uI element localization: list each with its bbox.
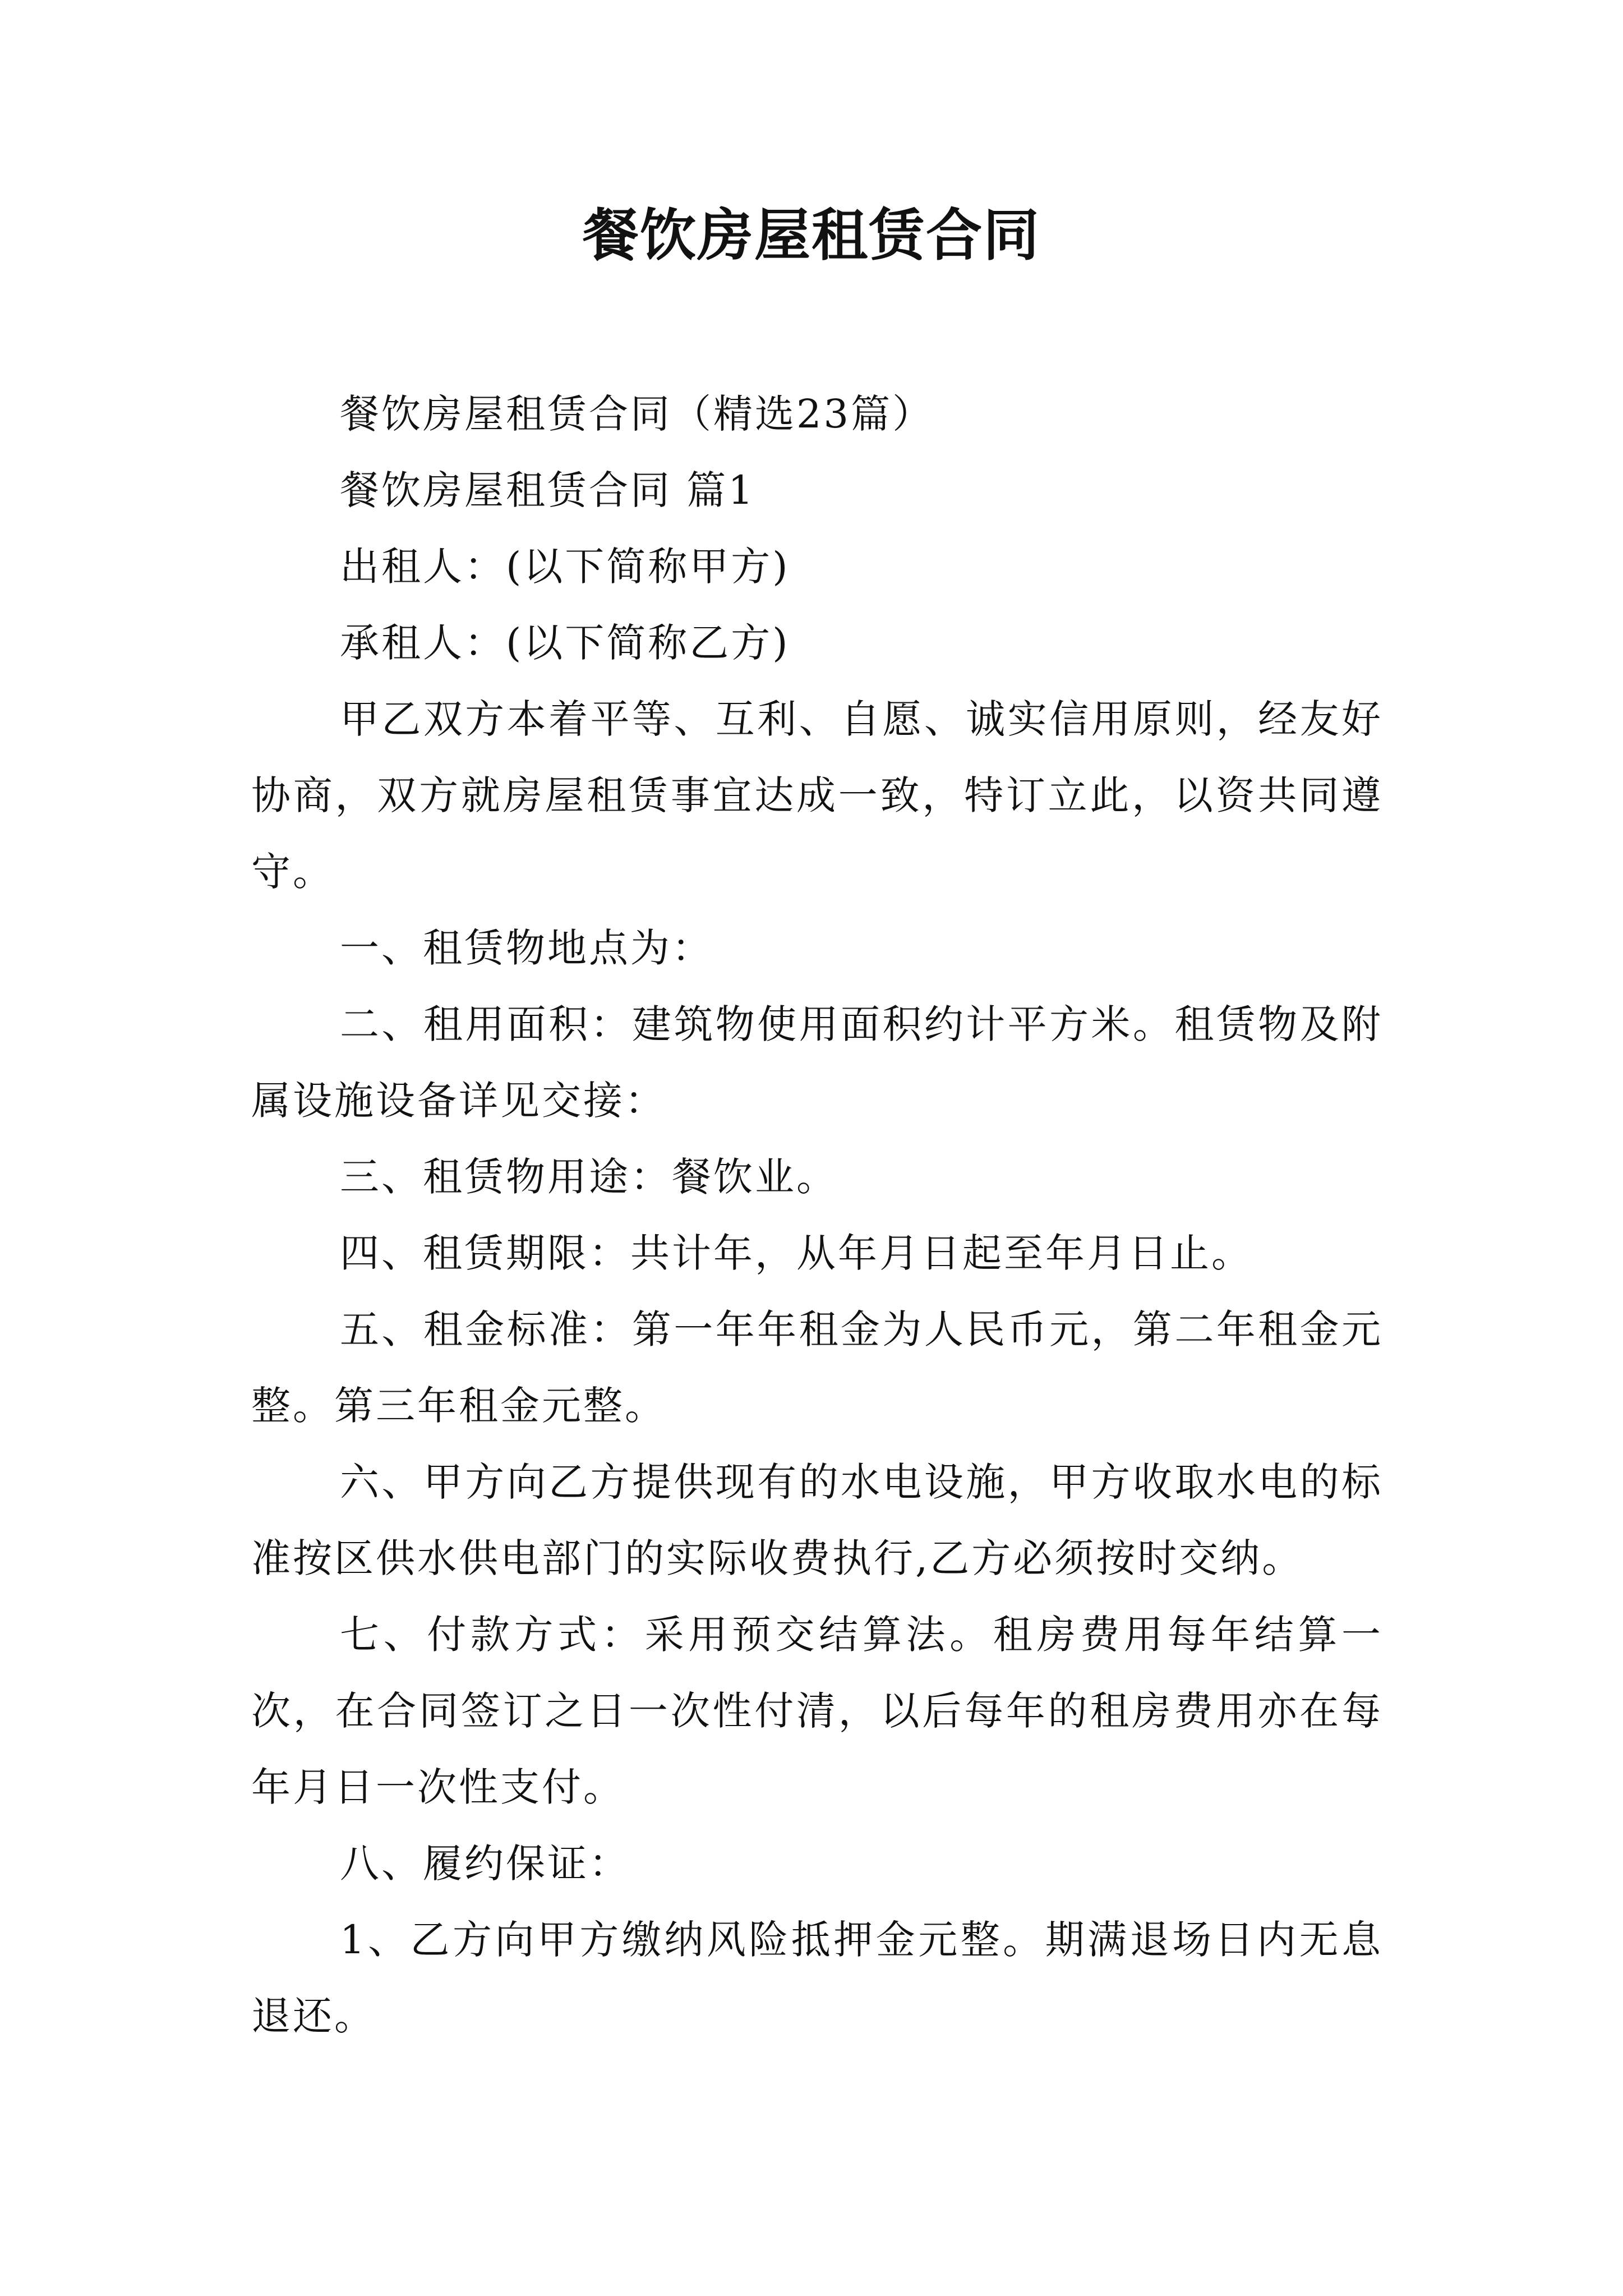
paragraph-clause-1: 一、租赁物地点为： [340, 925, 713, 971]
paragraph-clause-3: 三、租赁物用途：餐饮业。 [340, 1154, 838, 1200]
paragraph-clause-6: 六、甲方向乙方提供现有的水电设施，甲方收取水电的标准按区供水供电部门的实际收费执行,乙方必须按时交纳。 [251, 1459, 1383, 1581]
paragraph-clause-4: 四、租赁期限：共计年，从年月日起至年月日止。 [340, 1230, 1253, 1276]
paragraph-lessor: 出租人：(以下简称甲方) [340, 544, 790, 590]
paragraph-clause-7: 七、付款方式：采用预交结算法。租房费用每年结算一次，在合同签订之日一次性付清，以后每年的租房费用亦在每年月日一次性支付。 [251, 1612, 1383, 1810]
paragraph-subtitle: 餐饮房屋租赁合同（精选23篇） [340, 391, 934, 437]
paragraph-section-heading: 餐饮房屋租赁合同 篇1 [340, 467, 755, 513]
paragraph-clause-5: 五、租金标准：第一年年租金为人民币元，第二年租金元整。第三年租金元整。 [251, 1306, 1383, 1429]
paragraph-clause-2: 二、租用面积：建筑物使用面积约计平方米。租赁物及附属设施设备详见交接： [251, 1001, 1383, 1124]
paragraph-clause-8: 八、履约保证： [340, 1841, 630, 1887]
paragraph-lessee: 承租人：(以下简称乙方) [340, 620, 790, 666]
paragraph-clause-8-item-1: 1、乙方向甲方缴纳风险抵押金元整。期满退场日内无息退还。 [251, 1917, 1383, 2039]
paragraph-preamble: 甲乙双方本着平等、互利、自愿、诚实信用原则，经友好协商，双方就房屋租赁事宜达成一致，特订立此，以资共同遵守。 [251, 696, 1383, 895]
document-title: 餐饮房屋租赁合同 [583, 203, 1040, 268]
document-body [251, 376, 1383, 2054]
